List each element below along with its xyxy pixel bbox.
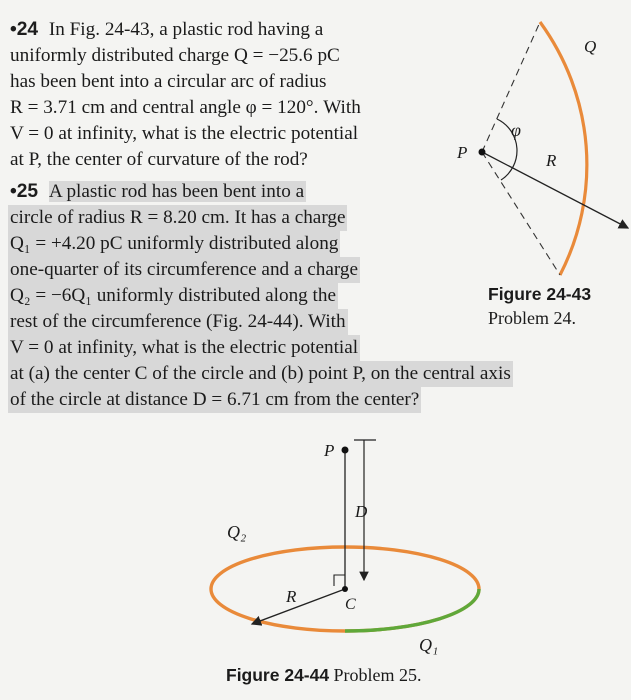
dashed-radius-lower (482, 152, 560, 275)
label-r: R (286, 587, 297, 606)
label-q1: Q₁ (419, 635, 439, 655)
p24-line-2: uniformly distributed charge Q = −25.6 pC (10, 45, 340, 66)
fig43-caption-title: Figure 24-43 (488, 284, 592, 304)
ring-q1-green (345, 589, 479, 631)
p25-line-7: V = 0 at infinity, what is the electric potential (8, 335, 360, 361)
label-q: Q (584, 37, 597, 56)
p25-line-3: Q₁ = +4.20 pC uniformly distributed along (8, 231, 340, 257)
p25-line-8: at (a) the center C of the circle and (b) point P, on the central axis (8, 361, 513, 387)
center-c-dot (342, 586, 348, 592)
p25-line-2: circle of radius R = 8.20 cm. It has a charge (8, 205, 347, 231)
radius-arrow-r (252, 589, 345, 624)
p25-line-6: rest of the circumference (Fig. 24-44). With (8, 309, 348, 335)
p24-number: •24 (10, 19, 39, 40)
p25-text-1: A plastic rod has been bent into a (48, 181, 305, 202)
point-p-dot (479, 149, 486, 156)
charged-arc-q (540, 22, 587, 275)
label-d: D (355, 502, 368, 521)
figure-24-43 (456, 22, 628, 275)
p24-line-4: R = 3.71 cm and central angle φ = 120°. With (10, 97, 361, 118)
point-p-dot (342, 447, 349, 454)
label-p: P (324, 441, 335, 460)
p24-line-6: at P, the center of curvature of the rod? (10, 149, 308, 170)
p25-line-9: of the circle at distance D = 6.71 cm from the center? (8, 387, 421, 413)
p25-line-4: one-quarter of its circumference and a charge (8, 257, 360, 283)
fig44-caption-sub: Problem 25. (333, 665, 422, 685)
label-p: P (457, 143, 468, 162)
fig43-caption-sub: Problem 24. (488, 308, 576, 328)
label-r: R (546, 151, 557, 170)
p24-text-1: In Fig. 24-43, a plastic rod having a (48, 19, 324, 40)
p25-line-5: Q₂ = −6Q₁ uniformly distributed along the (8, 283, 338, 309)
right-angle-marker (334, 575, 345, 586)
p25-number: •25 (10, 181, 39, 202)
figure-24-44 (211, 440, 479, 655)
label-phi: φ (511, 120, 521, 140)
p24-line-3: has been bent into a circular arc of radius (10, 71, 327, 92)
label-c: C (345, 596, 356, 613)
p24-line-5: V = 0 at infinity, what is the electric potential (10, 123, 359, 144)
fig44-caption-title: Figure 24-44 (226, 665, 330, 685)
label-q2: Q₂ (227, 522, 247, 542)
